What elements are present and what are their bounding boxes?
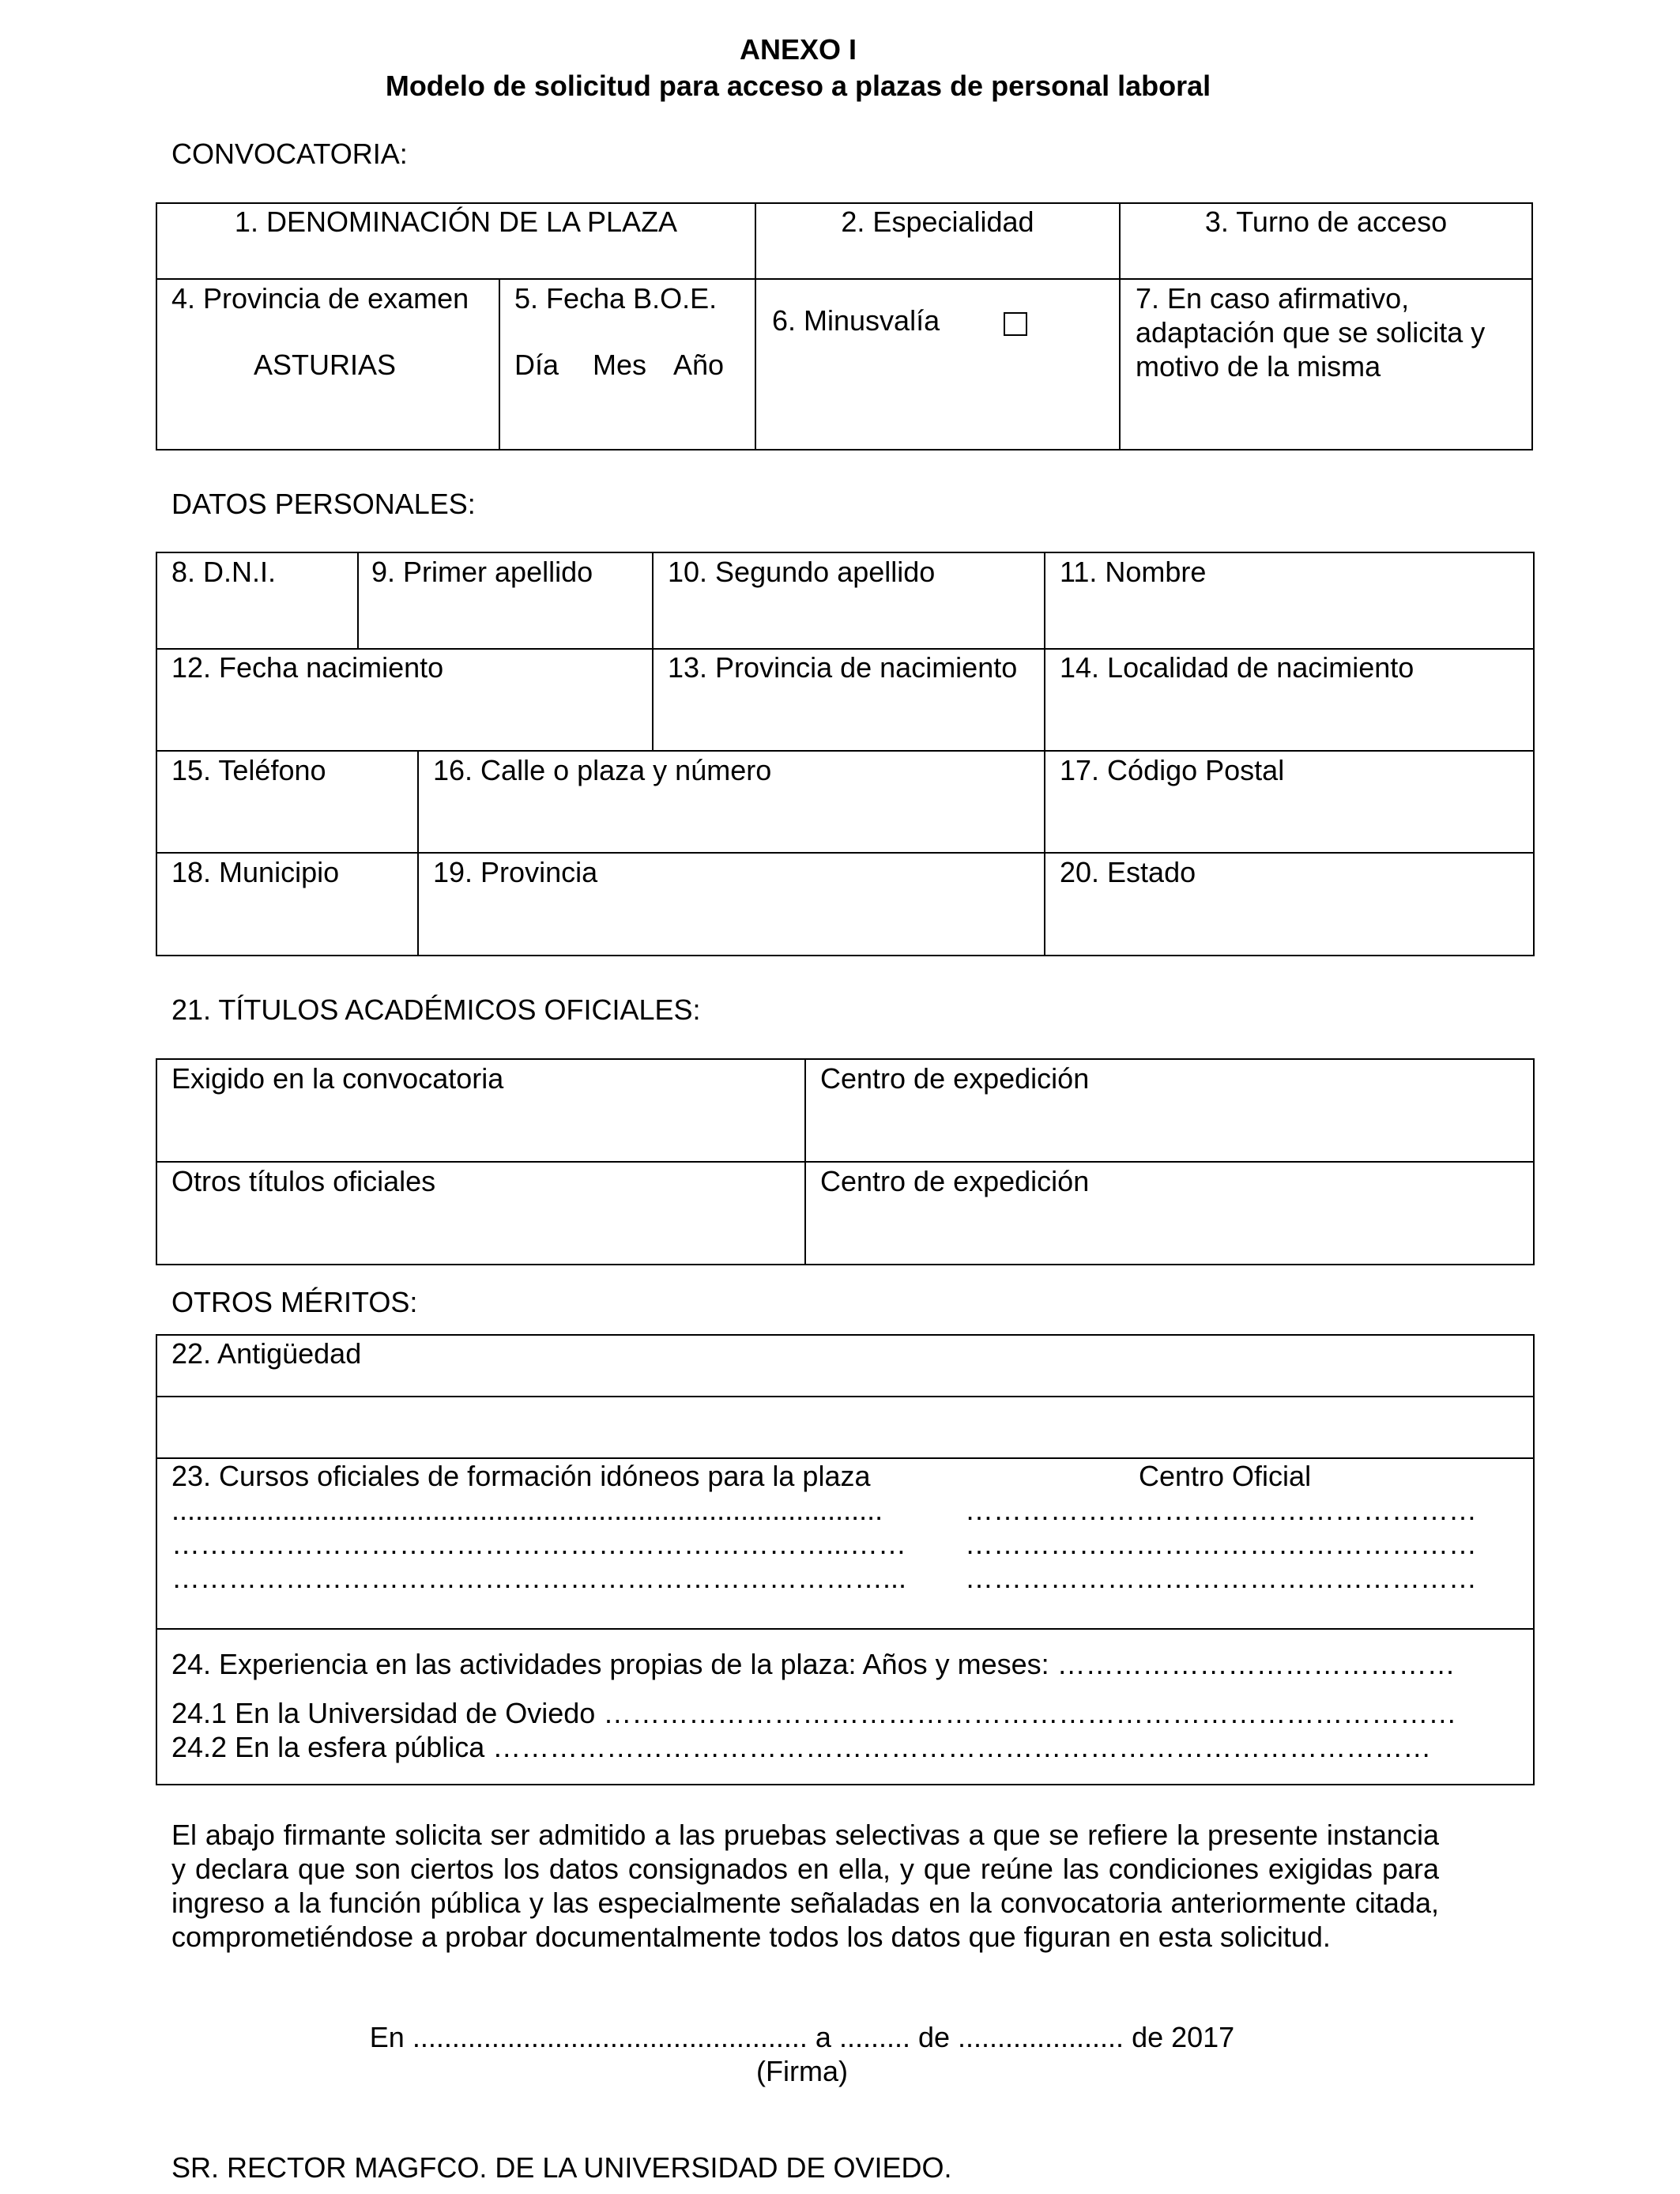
table-divider xyxy=(652,552,654,750)
addressee: SR. RECTOR MAGFCO. DE LA UNIVERSIDAD DE OVIEDO. xyxy=(171,2151,952,2184)
field-segundo-apellido[interactable]: 10. Segundo apellido xyxy=(668,556,936,588)
section-titulos-heading: 21. TÍTULOS ACADÉMICOS OFICIALES: xyxy=(171,993,701,1026)
minusvalia-checkbox[interactable] xyxy=(1004,306,1027,338)
table-divider xyxy=(156,1396,1535,1397)
field-codigo-postal[interactable]: 17. Código Postal xyxy=(1060,754,1285,786)
field-estado[interactable]: 20. Estado xyxy=(1060,856,1196,888)
field-adaptacion-line1: 7. En caso afirmativo, xyxy=(1136,282,1410,315)
table-divider xyxy=(156,648,1535,650)
field-primer-apellido[interactable]: 9. Primer apellido xyxy=(371,556,593,588)
field-adaptacion-line2: adaptación que se solicita y xyxy=(1136,316,1486,349)
table-divider xyxy=(357,552,359,648)
field-centro-expedicion-1[interactable]: Centro de expedición xyxy=(820,1062,1090,1095)
table-divider xyxy=(156,1628,1535,1630)
table-divider xyxy=(156,852,1535,854)
declaration-line-2: instancia y declara que son ciertos los datos consignados en ella, y que reúne las condiciones xyxy=(171,1819,1439,1885)
field-centro-oficial: Centro Oficial xyxy=(1139,1460,1312,1492)
field-especialidad[interactable]: 2. Especialidad xyxy=(841,205,1034,238)
datos-personales-table xyxy=(156,552,1535,956)
centro-dotted-line-1[interactable]: ……………………………………………… xyxy=(965,1494,1477,1526)
table-divider xyxy=(156,1161,1535,1163)
cursos-dotted-line-1[interactable]: .......................................................................................... xyxy=(171,1494,883,1526)
declaration-text xyxy=(171,1818,1439,1954)
field-antiguedad[interactable]: 22. Antigüedad xyxy=(171,1337,362,1370)
field-adaptacion-line3: motivo de la misma xyxy=(1136,350,1381,383)
declaration-line-1: El abajo firmante solicita ser admitido a las pruebas selectivas a que se refiere la presente xyxy=(171,1819,1319,1851)
field-centro-expedicion-2[interactable]: Centro de expedición xyxy=(820,1165,1090,1197)
firma-label: (Firma) xyxy=(756,2055,848,2087)
table-divider xyxy=(804,1058,806,1265)
field-cursos-oficiales: 23. Cursos oficiales de formación idóneos para la plaza xyxy=(171,1460,871,1492)
declaration-line-5: en esta solicitud. xyxy=(1118,1921,1331,1953)
table-divider xyxy=(499,278,500,450)
field-experiencia-esfera-publica[interactable]: 24.2 En la esfera pública ……………………………………………………………………………………… xyxy=(171,1731,1432,1763)
fecha-mes-label[interactable]: Mes xyxy=(593,349,647,381)
centro-dotted-line-2[interactable]: ……………………………………………… xyxy=(965,1528,1477,1560)
table-divider xyxy=(156,278,1533,280)
field-telefono[interactable]: 15. Teléfono xyxy=(171,754,326,786)
table-divider xyxy=(1119,202,1121,450)
table-divider xyxy=(156,750,1535,752)
field-provincia-examen-value[interactable]: ASTURIAS xyxy=(254,349,397,381)
cursos-dotted-line-3[interactable]: …………………………………………………………………... xyxy=(171,1562,907,1594)
field-calle[interactable]: 16. Calle o plaza y número xyxy=(433,754,772,786)
field-fecha-nacimiento[interactable]: 12. Fecha nacimiento xyxy=(171,651,444,684)
field-turno-acceso[interactable]: 3. Turno de acceso xyxy=(1204,205,1448,238)
table-divider xyxy=(755,202,756,450)
field-minusvalia-label: 6. Minusvalía xyxy=(772,304,940,337)
field-experiencia[interactable]: 24. Experiencia en las actividades propias de la plaza: Años y meses: …………………………………… xyxy=(171,1648,1456,1680)
field-dni[interactable]: 8. D.N.I. xyxy=(171,556,277,588)
field-provincia-examen-label: 4. Provincia de examen xyxy=(171,282,469,315)
field-provincia[interactable]: 19. Provincia xyxy=(433,856,598,888)
section-convocatoria-heading: CONVOCATORIA: xyxy=(171,138,408,170)
section-datos-personales-heading: DATOS PERSONALES: xyxy=(171,488,476,520)
annex-heading: ANEXO I xyxy=(739,33,857,66)
cursos-dotted-line-2[interactable]: ……………………………………………………………...…… xyxy=(171,1528,907,1560)
field-nombre[interactable]: 11. Nombre xyxy=(1060,556,1207,588)
declaration-line-3: exigidas para ingreso a la función pública y las especialmente señaladas en la convocatoria xyxy=(171,1853,1439,1919)
table-divider xyxy=(156,1457,1535,1459)
field-localidad-nacimiento[interactable]: 14. Localidad de nacimiento xyxy=(1060,651,1414,684)
field-fecha-boe-label: 5. Fecha B.O.E. xyxy=(514,282,718,315)
field-provincia-nacimiento[interactable]: 13. Provincia de nacimiento xyxy=(668,651,1018,684)
form-title: Modelo de solicitud para acceso a plazas de personal laboral xyxy=(385,70,1211,102)
table-divider xyxy=(417,750,419,956)
section-otros-meritos-heading: OTROS MÉRITOS: xyxy=(171,1286,418,1318)
field-municipio[interactable]: 18. Municipio xyxy=(171,856,340,888)
fecha-dia-label[interactable]: Día xyxy=(514,349,559,381)
fecha-ano-label[interactable]: Año xyxy=(673,349,725,381)
field-experiencia-universidad[interactable]: 24.1 En la Universidad de Oviedo ……………………………………………………………………………… xyxy=(171,1697,1457,1729)
declaration-line-4: anteriormente citada, comprometiéndose a probar documentalmente todos los datos que figuran xyxy=(171,1887,1439,1953)
table-divider xyxy=(1044,552,1045,956)
field-otros-titulos[interactable]: Otros títulos oficiales xyxy=(171,1165,436,1197)
place-date-line[interactable]: En .................................................. a ......... de ..................... de 2017 xyxy=(369,2021,1235,2053)
centro-dotted-line-3[interactable]: ……………………………………………… xyxy=(965,1562,1477,1594)
field-titulo-exigido[interactable]: Exigido en la convocatoria xyxy=(171,1062,504,1095)
field-denominacion[interactable]: 1. DENOMINACIÓN DE LA PLAZA xyxy=(234,205,678,238)
